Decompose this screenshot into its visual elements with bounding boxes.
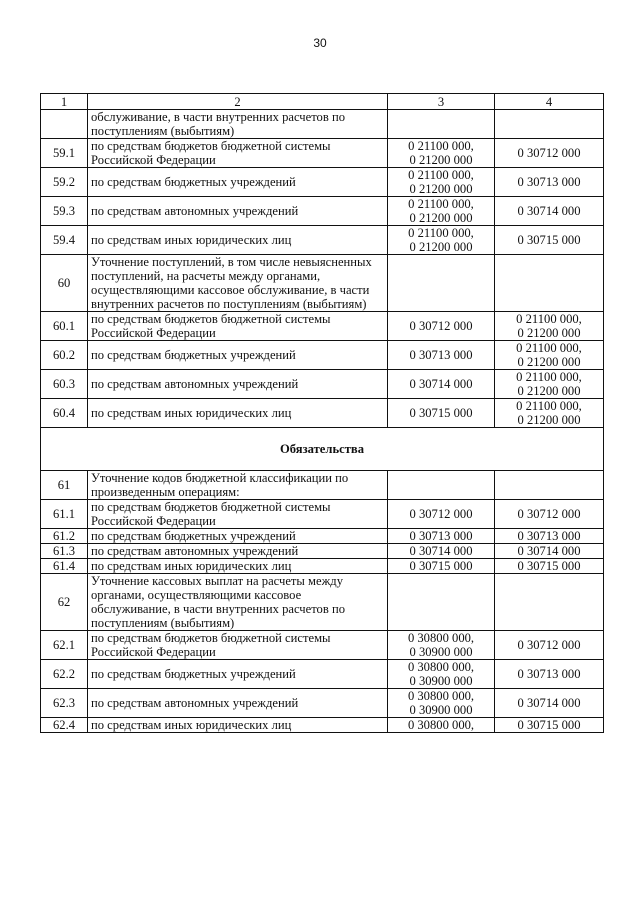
table-row [41, 471, 604, 500]
code-cell [388, 110, 495, 139]
code-cell [388, 718, 495, 733]
table-row [41, 689, 604, 718]
account-code: 0 30800 000, [407, 631, 475, 645]
account-code: 0 30715 000 [517, 559, 581, 573]
code-cell [495, 631, 604, 660]
account-code: 0 30713 000 [517, 175, 581, 189]
code-cell [495, 110, 604, 139]
column-header: 1 [41, 94, 88, 110]
account-code: 0 21200 000 [409, 211, 473, 225]
accounting-table [40, 93, 604, 733]
account-code: 0 21200 000 [517, 355, 581, 369]
code-cell [495, 168, 604, 197]
account-code: 0 30800 000, [407, 718, 475, 732]
row-description: по средствам автономных учреждений [88, 370, 388, 399]
code-cell [388, 631, 495, 660]
row-description: по средствам автономных учреждений [88, 544, 388, 559]
code-cell [495, 370, 604, 399]
account-code: 0 30712 000 [517, 638, 581, 652]
code-cell [495, 544, 604, 559]
row-description: обслуживание, в части внутренних расчетов по поступлениям (выбытиям) [88, 110, 388, 139]
code-cell [388, 500, 495, 529]
table-row [41, 544, 604, 559]
table-row [41, 370, 604, 399]
row-description: Уточнение поступлений, в том числе невыясненных поступлений, на расчеты между органами, осуществляющими кассовое обслуживание, в части внутренних расчетов по поступлениям (выбытиям) [88, 255, 388, 312]
table-row [41, 110, 604, 139]
account-code: 0 30712 000 [517, 507, 581, 521]
row-number: 59.4 [41, 226, 88, 255]
account-code: 0 30800 000, [407, 689, 475, 703]
row-description: по средствам бюджетов бюджетной системы Российской Федерации [88, 139, 388, 168]
table-row [41, 197, 604, 226]
account-code: 0 21100 000, [408, 139, 474, 153]
account-code: 0 30900 000 [409, 703, 473, 717]
table-body [41, 94, 604, 733]
code-cell [495, 559, 604, 574]
account-code: 0 30715 000 [517, 233, 581, 247]
code-cell [495, 689, 604, 718]
table-row [41, 631, 604, 660]
account-code: 0 30712 000 [409, 319, 473, 333]
row-description: по средствам бюджетов бюджетной системы Российской Федерации [88, 500, 388, 529]
account-code: 0 21200 000 [409, 182, 473, 196]
section-row [41, 428, 604, 471]
table-row [41, 139, 604, 168]
code-cell [495, 341, 604, 370]
code-cell [495, 399, 604, 428]
code-cell [388, 660, 495, 689]
row-description: по средствам бюджетов бюджетной системы Российской Федерации [88, 312, 388, 341]
table-row [41, 559, 604, 574]
table-row [41, 500, 604, 529]
account-code: 0 21200 000 [517, 326, 581, 340]
account-code: 0 30714 000 [517, 544, 581, 558]
row-number: 60 [41, 255, 88, 312]
row-description: по средствам иных юридических лиц [88, 226, 388, 255]
row-description: по средствам бюджетных учреждений [88, 168, 388, 197]
row-number: 62 [41, 574, 88, 631]
account-code: 0 21200 000 [517, 413, 581, 427]
code-cell [495, 660, 604, 689]
account-code: 0 30713 000 [517, 529, 581, 543]
code-cell [388, 370, 495, 399]
row-number: 61.3 [41, 544, 88, 559]
code-cell [388, 197, 495, 226]
row-description: по средствам бюджетных учреждений [88, 529, 388, 544]
code-cell [388, 341, 495, 370]
table-row [41, 168, 604, 197]
row-number: 59.2 [41, 168, 88, 197]
row-description: по средствам бюджетных учреждений [88, 660, 388, 689]
code-cell [388, 689, 495, 718]
row-number: 62.2 [41, 660, 88, 689]
row-number [41, 110, 88, 139]
row-number: 61.1 [41, 500, 88, 529]
account-code: 0 21100 000, [408, 226, 474, 240]
row-number: 60.2 [41, 341, 88, 370]
table-row [41, 255, 604, 312]
account-code: 0 30714 000 [517, 696, 581, 710]
account-code: 0 21200 000 [409, 153, 473, 167]
table-row [41, 529, 604, 544]
code-cell [495, 574, 604, 631]
column-header: 4 [495, 94, 604, 110]
account-code: 0 30714 000 [409, 377, 473, 391]
page-number: 30 [313, 36, 327, 50]
row-description: по средствам иных юридических лиц [88, 559, 388, 574]
row-number: 60.4 [41, 399, 88, 428]
row-number: 62.3 [41, 689, 88, 718]
row-number: 60.3 [41, 370, 88, 399]
row-description: по средствам автономных учреждений [88, 197, 388, 226]
row-description: Уточнение кассовых выплат на расчеты между органами, осуществляющими кассовое обслуживание, в части внутренних расчетов по поступлениям (выбытиям) [88, 574, 388, 631]
code-cell [495, 226, 604, 255]
account-code: 0 30713 000 [409, 529, 473, 543]
account-code: 0 30713 000 [409, 348, 473, 362]
code-cell [388, 312, 495, 341]
row-description: по средствам иных юридических лиц [88, 718, 388, 733]
row-description: по средствам бюджетных учреждений [88, 341, 388, 370]
row-description: по средствам иных юридических лиц [88, 399, 388, 428]
code-cell [495, 471, 604, 500]
column-header: 3 [388, 94, 495, 110]
account-code: 0 30900 000 [409, 674, 473, 688]
account-code: 0 21100 000, [516, 341, 582, 355]
row-number: 60.1 [41, 312, 88, 341]
account-code: 0 30715 000 [517, 718, 581, 732]
account-code: 0 21200 000 [517, 384, 581, 398]
account-code: 0 21100 000, [516, 312, 582, 326]
table-header-row [41, 94, 604, 110]
section-title: Обязательства [41, 428, 604, 471]
row-description: по средствам автономных учреждений [88, 689, 388, 718]
account-code: 0 30715 000 [409, 559, 473, 573]
row-number: 62.1 [41, 631, 88, 660]
account-code: 0 21100 000, [408, 168, 474, 182]
account-code: 0 30800 000, [407, 660, 475, 674]
code-cell [388, 399, 495, 428]
account-code: 0 30712 000 [409, 507, 473, 521]
account-code: 0 30900 000 [409, 645, 473, 659]
code-cell [388, 226, 495, 255]
row-description: по средствам бюджетов бюджетной системы Российской Федерации [88, 631, 388, 660]
row-number: 61.4 [41, 559, 88, 574]
table-row [41, 312, 604, 341]
account-code: 0 30714 000 [517, 204, 581, 218]
row-number: 61.2 [41, 529, 88, 544]
code-cell [388, 574, 495, 631]
account-code: 0 30715 000 [409, 406, 473, 420]
table-row [41, 660, 604, 689]
code-cell [495, 139, 604, 168]
table-row [41, 226, 604, 255]
table-row [41, 341, 604, 370]
table-row [41, 399, 604, 428]
account-code: 0 30712 000 [517, 146, 581, 160]
code-cell [495, 529, 604, 544]
code-cell [388, 139, 495, 168]
code-cell [388, 544, 495, 559]
row-number: 59.1 [41, 139, 88, 168]
code-cell [495, 255, 604, 312]
table-row [41, 718, 604, 733]
code-cell [495, 718, 604, 733]
row-number: 59.3 [41, 197, 88, 226]
account-code: 0 21100 000, [408, 197, 474, 211]
code-cell [388, 255, 495, 312]
account-code: 0 30714 000 [409, 544, 473, 558]
code-cell [388, 471, 495, 500]
table-row [41, 574, 604, 631]
code-cell [495, 500, 604, 529]
account-code: 0 21100 000, [516, 370, 582, 384]
row-number: 61 [41, 471, 88, 500]
account-code: 0 30713 000 [517, 667, 581, 681]
account-code: 0 21200 000 [409, 240, 473, 254]
account-code: 0 21100 000, [516, 399, 582, 413]
column-header: 2 [88, 94, 388, 110]
row-number: 62.4 [41, 718, 88, 733]
code-cell [388, 529, 495, 544]
code-cell [495, 312, 604, 341]
row-description: Уточнение кодов бюджетной классификации по произведенным операциям: [88, 471, 388, 500]
code-cell [495, 197, 604, 226]
code-cell [388, 168, 495, 197]
code-cell [388, 559, 495, 574]
